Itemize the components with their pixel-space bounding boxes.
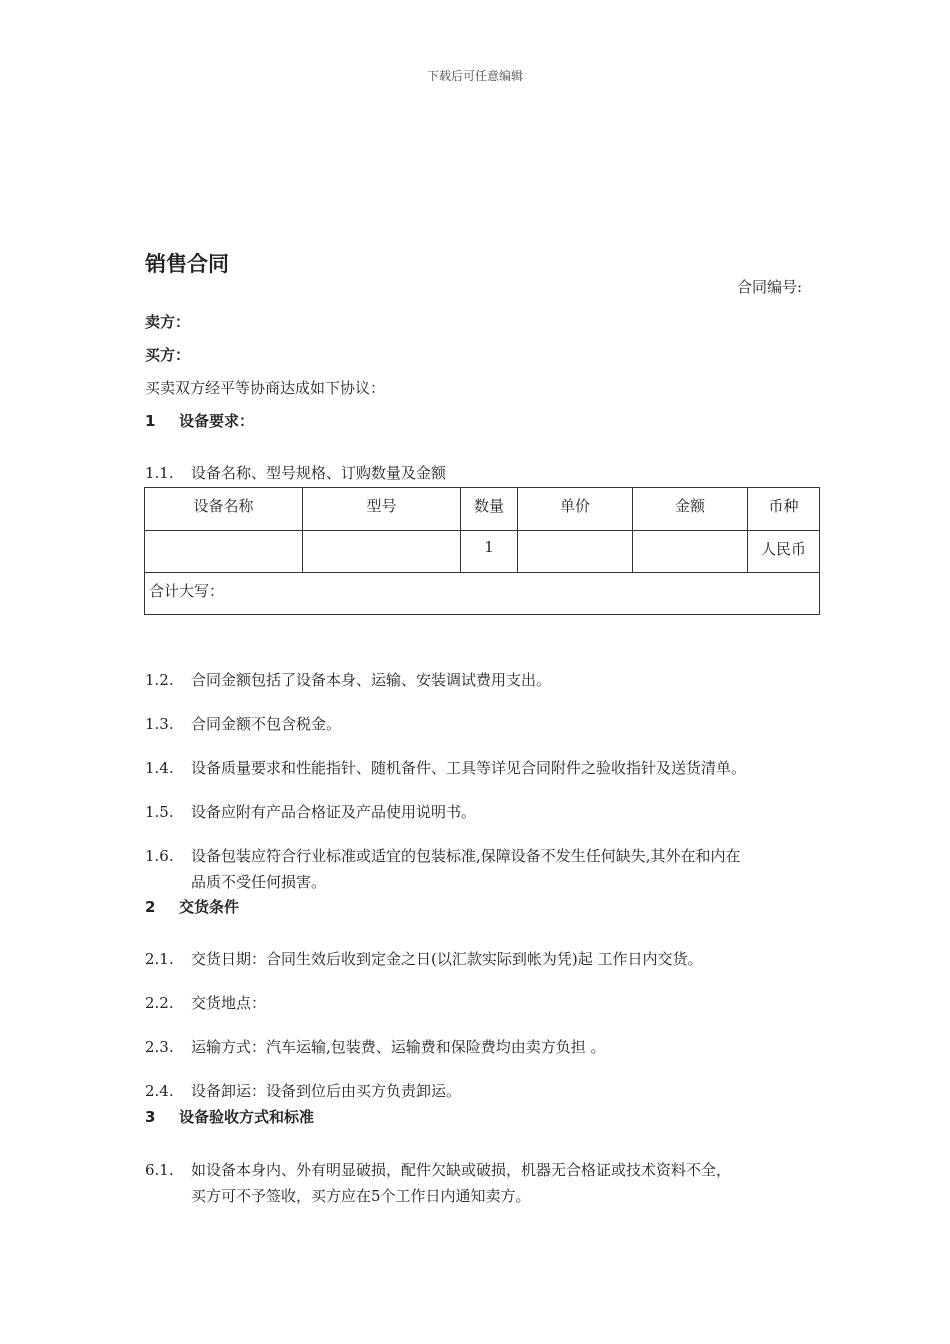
clause-text: 合同金额不包含税金。 [191,715,342,733]
cell-unit-price [518,531,633,573]
clause-number: 2.2. [145,994,174,1012]
header-cell-amount: 金额 [633,488,748,531]
clause-text-line-1: 如设备本身内、外有明显破损，配件欠缺或破损，机器无合格证或技术资料不全， [191,1161,732,1179]
clause-text: 运输方式：汽车运输,包装费、运输费和保险费均由卖方负担 。 [191,1038,606,1056]
section-title: 交货条件 [179,898,240,916]
clause-number: 2.4. [145,1082,174,1100]
section-3-heading [145,1106,314,1127]
section-title: 设备要求： [179,412,255,430]
section-number: 3 [145,1108,156,1126]
section-1-heading [145,410,254,431]
intro-text: 买卖双方经平等协商达成如下协议： [145,379,386,397]
table-total-row [145,573,820,615]
header-cell-quantity: 数量 [461,488,518,531]
clause-text: 设备质量要求和性能指针、随机备件、工具等详见合同附件之验收指针及送货清单。 [191,759,747,777]
contract-number-label: 合同编号: [737,278,803,296]
document-title: 销售合同 [145,252,229,276]
clause-number: 1.2. [145,671,174,689]
buyer-label: 买方： [145,346,191,364]
clause-text: 合同金额包括了设备本身、运输、安装调试费用支出。 [191,671,552,689]
section-title: 设备验收方式和标准 [179,1108,315,1126]
clause-text-line-2: 买方可不予签收，买方应在5个工作日内通知卖方。 [191,1187,531,1205]
clause-text: 交货地点： [191,994,267,1012]
section-number: 1 [145,412,156,430]
clause-number: 6.1. [145,1161,174,1179]
equipment-table [144,487,820,615]
clause-number: 1.6. [145,847,174,865]
cell-model [303,531,461,573]
clause-text: 设备卸运：设备到位后由买方负责卸运。 [191,1082,462,1100]
table-header-row [145,488,820,531]
cell-quantity: 1 [461,531,518,573]
seller-label: 卖方： [145,313,191,331]
table-row [145,531,820,573]
section-2-heading [145,896,239,917]
section-number: 2 [145,898,156,916]
header-cell-unit-price: 单价 [518,488,633,531]
clause-number: 1.3. [145,715,174,733]
clause-text: 交货日期：合同生效后收到定金之日(以汇款实际到帐为凭)起 工作日内交货。 [191,950,703,968]
clause-number: 2.1. [145,950,174,968]
cell-currency: 人民币 [748,531,820,573]
header-cell-currency: 币种 [748,488,820,531]
total-in-words-label: 合计大写： [145,573,820,615]
header-note: 下载后可任意编辑 [426,69,523,83]
clause-number: 2.3. [145,1038,174,1056]
clause-text-line-2: 品质不受任何损害。 [191,873,327,891]
clause-text-line-1: 设备包装应符合行业标准或适宜的包装标准,保障设备不发生任何缺失,其外在和内在 [191,847,741,865]
clause-number: 1.1. [145,464,174,482]
header-cell-model: 型号 [303,488,461,531]
clause-text: 设备名称、型号规格、订购数量及金额 [191,464,447,482]
cell-name [145,531,303,573]
clause-text: 设备应附有产品合格证及产品使用说明书。 [191,803,477,821]
cell-amount [633,531,748,573]
clause-number: 1.4. [145,759,174,777]
header-cell-name: 设备名称 [145,488,303,531]
clause-number: 1.5. [145,803,174,821]
